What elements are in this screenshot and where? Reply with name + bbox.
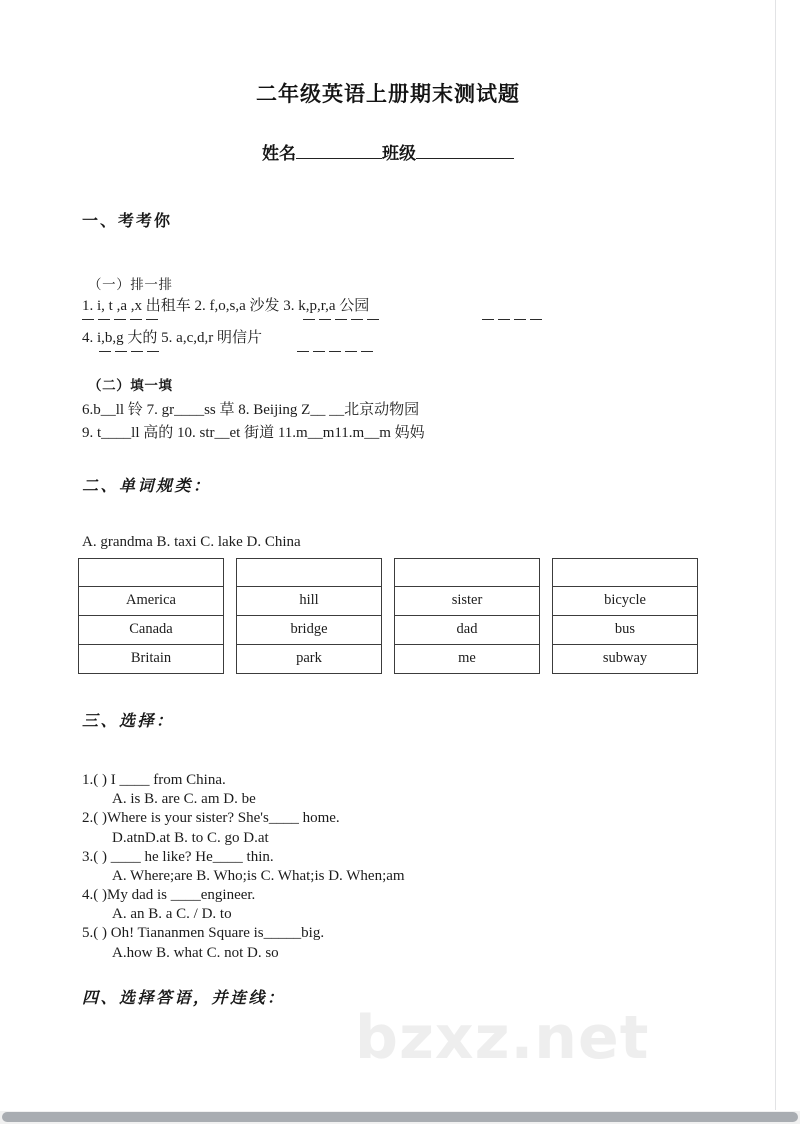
mc-question-5-stem: 5.( ) Oh! Tiananmen Square is_____big. — [82, 925, 325, 942]
class-label: 班级 — [382, 144, 416, 164]
class-blank[interactable] — [416, 158, 514, 159]
table-row — [395, 615, 540, 644]
mc-question-3-stem: 3.( ) ____ he like? He____ thin. — [82, 848, 274, 865]
table-row — [395, 644, 540, 673]
table-row — [553, 644, 698, 673]
word-table-1 — [78, 558, 224, 674]
table-row — [395, 586, 540, 615]
fill-row-1: 6.b__ll 铃 7. gr____ss 草 8. Beijing Z__ __北京动物园 — [82, 402, 420, 419]
next-page-preview — [0, 1124, 800, 1134]
blank-dashes-q4[interactable] — [99, 351, 159, 352]
fill-row-2: 9. t____ll 高的 10. str__et 街道 11.m__m11.m__m 妈妈 — [82, 424, 425, 441]
word-cell: bicycle — [553, 586, 698, 615]
word-cell: dad — [395, 615, 540, 644]
section-1b-heading: （二）填一填 — [88, 378, 173, 395]
page-title: 二年级英语上册期末测试题 — [256, 82, 520, 106]
word-cell: me — [395, 644, 540, 673]
table-row — [237, 644, 382, 673]
answer-cell[interactable] — [237, 558, 382, 586]
section-1-heading: 一、考考你 — [82, 211, 173, 230]
mc-question-2-stem: 2.( )Where is your sister? She's____ home. — [82, 810, 340, 827]
name-blank[interactable] — [296, 158, 382, 159]
word-cell: bus — [553, 615, 698, 644]
site-watermark: bzxz.net — [355, 1003, 650, 1073]
word-table-4 — [552, 558, 698, 674]
table-row — [79, 644, 224, 673]
word-cell: park — [237, 644, 382, 673]
page-right-gutter — [777, 0, 800, 1110]
answer-cell[interactable] — [553, 558, 698, 586]
student-info-line — [0, 108, 776, 164]
scramble-blanks-row-2 — [0, 348, 776, 361]
answer-cell[interactable] — [79, 558, 224, 586]
word-classification-tables — [0, 558, 776, 674]
blank-dashes-q1[interactable] — [82, 319, 158, 320]
mc-question-5-options[interactable]: A.how B. what C. not D. so — [112, 944, 279, 961]
table-row — [553, 586, 698, 615]
word-cell: America — [79, 586, 224, 615]
section-4-heading: 四、选择答语，并连线： — [82, 987, 286, 1007]
table-row — [79, 586, 224, 615]
table-row — [237, 586, 382, 615]
blank-dashes-q2[interactable] — [303, 319, 379, 320]
table-row — [237, 615, 382, 644]
word-cell: Britain — [79, 644, 224, 673]
answer-cell[interactable] — [395, 558, 540, 586]
mc-question-3-options[interactable]: A. Where;are B. Who;is C. What;is D. When;am — [112, 867, 405, 884]
horizontal-scrollbar-thumb[interactable] — [2, 1112, 798, 1122]
mc-question-4-stem: 4.( )My dad is ____engineer. — [82, 887, 256, 904]
section-2-options: A. grandma B. taxi C. lake D. China — [82, 533, 301, 550]
table-row — [553, 615, 698, 644]
scramble-row-2: 4. i,b,g 大的 5. a,c,d,r 明信片 — [82, 330, 262, 347]
word-cell: Canada — [79, 615, 224, 644]
blank-dashes-q3[interactable] — [482, 319, 542, 320]
blank-dashes-q5[interactable] — [297, 351, 373, 352]
mc-question-1-options[interactable]: A. is B. are C. am D. be — [112, 791, 256, 808]
word-table-2 — [236, 558, 382, 674]
section-2-heading: 二、单词规类： — [82, 475, 212, 495]
word-cell: hill — [237, 586, 382, 615]
table-row[interactable] — [237, 558, 382, 586]
scramble-blanks-row-1 — [0, 316, 776, 329]
table-row[interactable] — [395, 558, 540, 586]
mc-question-4-options[interactable]: A. an B. a C. / D. to — [112, 906, 232, 923]
name-label: 姓名 — [262, 144, 296, 164]
table-row[interactable] — [79, 558, 224, 586]
table-row — [79, 615, 224, 644]
word-cell: bridge — [237, 615, 382, 644]
scramble-row-1: 1. i, t ,a ,x 出租车 2. f,o,s,a 沙发 3. k,p,r,a 公园 — [82, 298, 370, 314]
mc-question-1-stem: 1.( ) I ____ from China. — [82, 771, 226, 788]
mc-question-2-options[interactable]: D.atnD.at B. to C. go D.at — [112, 829, 269, 846]
section-3-heading: 三、选择： — [82, 710, 175, 730]
section-1a-heading: （一）排一排 — [88, 277, 173, 293]
word-cell: sister — [395, 586, 540, 615]
word-table-3 — [394, 558, 540, 674]
word-cell: subway — [553, 644, 698, 673]
table-row[interactable] — [553, 558, 698, 586]
